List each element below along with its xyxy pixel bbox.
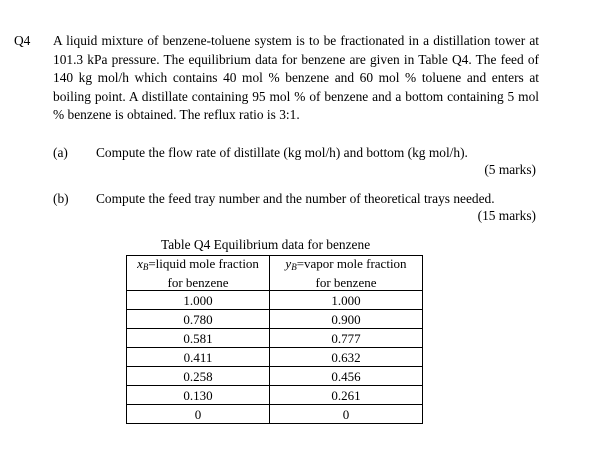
cell-y: 0.632 [270,348,423,367]
part-b-text: Compute the feed tray number and the number of theoretical trays needed. [96,191,495,206]
header-vapor-line2: for benzene [315,275,377,290]
header-vapor-symbol: y [285,256,292,271]
header-vapor-line1: =vapor mole fraction [296,256,407,271]
table-row [127,348,423,367]
header-liquid-symbol: x [137,256,143,271]
cell-x: 0.130 [127,386,270,405]
cell-y: 0 [270,405,423,424]
part-b-marks: (15 marks) [477,208,536,223]
cell-x: 0.258 [127,367,270,386]
cell-x: 0 [127,405,270,424]
part-a-text: Compute the flow rate of distillate (kg mol/h) and bottom (kg mol/h). [96,145,468,160]
table-row [127,329,423,348]
part-b-letter: (b) [53,191,69,206]
header-liquid-line2: for benzene [167,275,229,290]
cell-y: 0.456 [270,367,423,386]
table-header-row [127,256,423,291]
header-liquid-fraction [127,256,270,291]
table-row [127,310,423,329]
question-number: Q4 [14,33,31,48]
cell-x: 0.780 [127,310,270,329]
cell-y: 0.261 [270,386,423,405]
cell-y: 0.900 [270,310,423,329]
cell-x: 1.000 [127,291,270,310]
header-vapor-fraction [270,256,423,291]
equilibrium-table [126,255,423,424]
table-row [127,405,423,424]
part-a-letter: (a) [53,145,68,160]
header-liquid-subscript: B [142,262,149,272]
cell-x: 0.411 [127,348,270,367]
table-row [127,367,423,386]
header-liquid-line1: =liquid mole fraction [148,256,259,271]
cell-y: 0.777 [270,329,423,348]
table-row [127,291,423,310]
table-row [127,386,423,405]
part-a-marks: (5 marks) [484,162,536,177]
cell-y: 1.000 [270,291,423,310]
question-stem: A liquid mixture of benzene-toluene system is to be fractionated in a distillation tower at 101.3 kPa pressure. The equilibrium data for benzene are given in Table Q4. The feed of 140 kg mol/h which contains 40 mol % benzene and 60 mol % toluene and enters at boiling point. A distillate containing 95 mol % of benzene and a bottom containing 5 mol % benzene is obtained. The reflux ratio is 3:1. [53,33,539,122]
table-caption: Table Q4 Equilibrium data for benzene [161,237,371,252]
header-vapor-subscript: B [291,262,297,272]
cell-x: 0.581 [127,329,270,348]
